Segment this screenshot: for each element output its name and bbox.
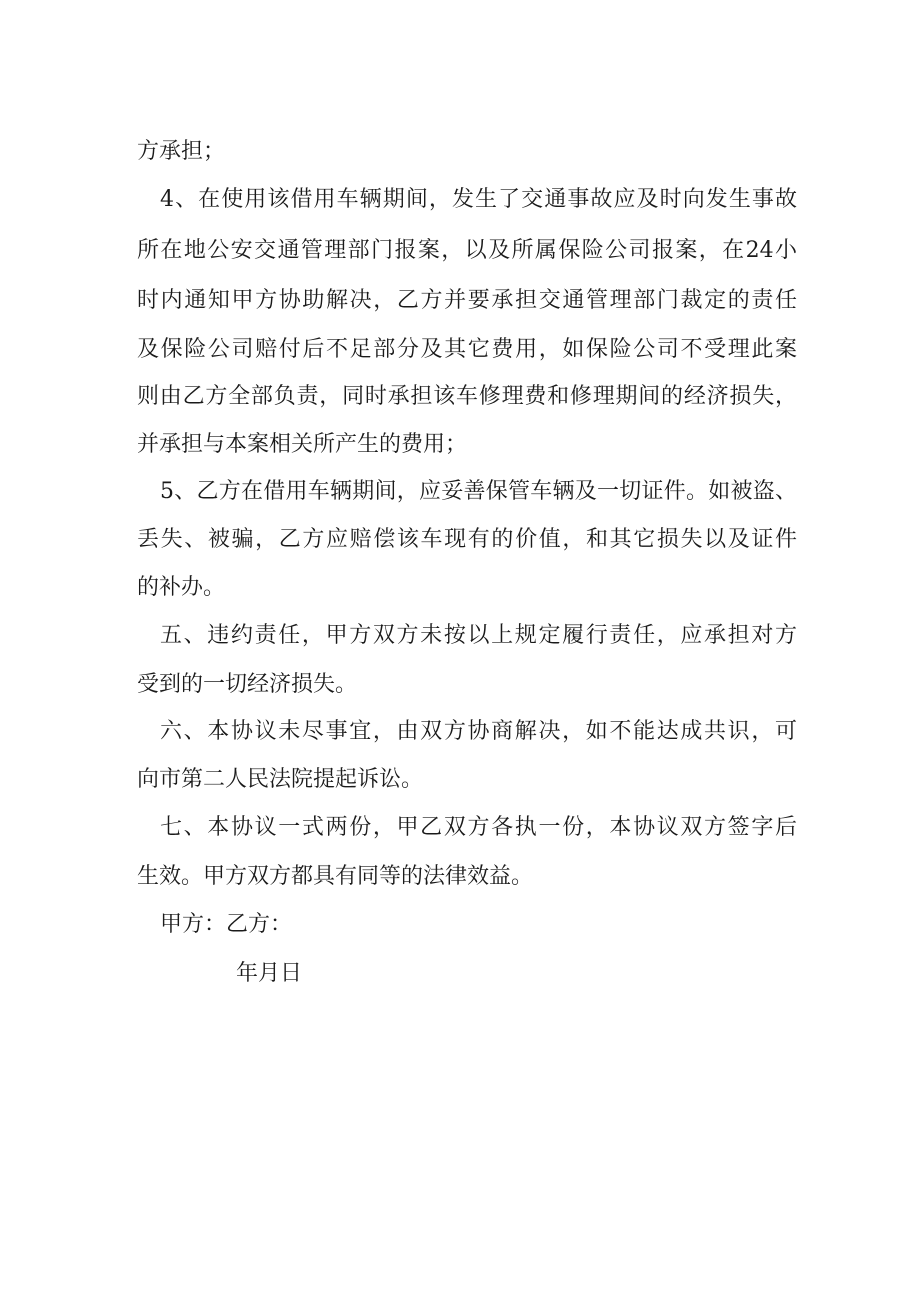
text-line: 生效。甲方双方都具有同等的法律效益。: [137, 864, 534, 889]
signature-parties: 甲方：乙方：: [160, 912, 293, 937]
text-line: 的补办。: [137, 575, 226, 600]
text-line: 六、本协议未尽事宜，由双方协商解决，如不能达成共识，可: [160, 719, 797, 744]
text-line: 七、本协议一式两份，甲乙双方各执一份，本协议双方签字后: [160, 815, 797, 840]
text-line: 向市第二人民法院提起诉讼。: [137, 767, 424, 792]
text-line: 丢失、被骗，乙方应赔偿该车现有的价值，和其它损失以及证件: [137, 527, 797, 552]
text-line: 则由乙方全部负责，同时承担该车修理费和修理期间的经济损失，: [137, 384, 797, 409]
date-line: 年月日: [236, 961, 303, 986]
text-line: 方承担；: [137, 139, 226, 164]
text-line: 5、乙方在借用车辆期间，应妥善保管车辆及一切证件。如被盗、: [160, 479, 797, 504]
text-line: 4、在使用该借用车辆期间，发生了交通事故应及时向发生事故: [160, 187, 797, 212]
text-line: 及保险公司赔付后不足部分及其它费用，如保险公司不受理此案: [137, 337, 797, 362]
text-line: 受到的一切经济损失。: [137, 672, 358, 697]
text-line: 五、违约责任，甲方双方未按以上规定履行责任，应承担对方: [160, 623, 797, 648]
text-line: 时内通知甲方协助解决，乙方并要承担交通管理部门裁定的责任: [137, 288, 797, 313]
text-line: 并承担与本案相关所产生的费用；: [137, 432, 468, 457]
text-line: 所在地公安交通管理部门报案，以及所属保险公司报案，在24小: [137, 238, 797, 263]
